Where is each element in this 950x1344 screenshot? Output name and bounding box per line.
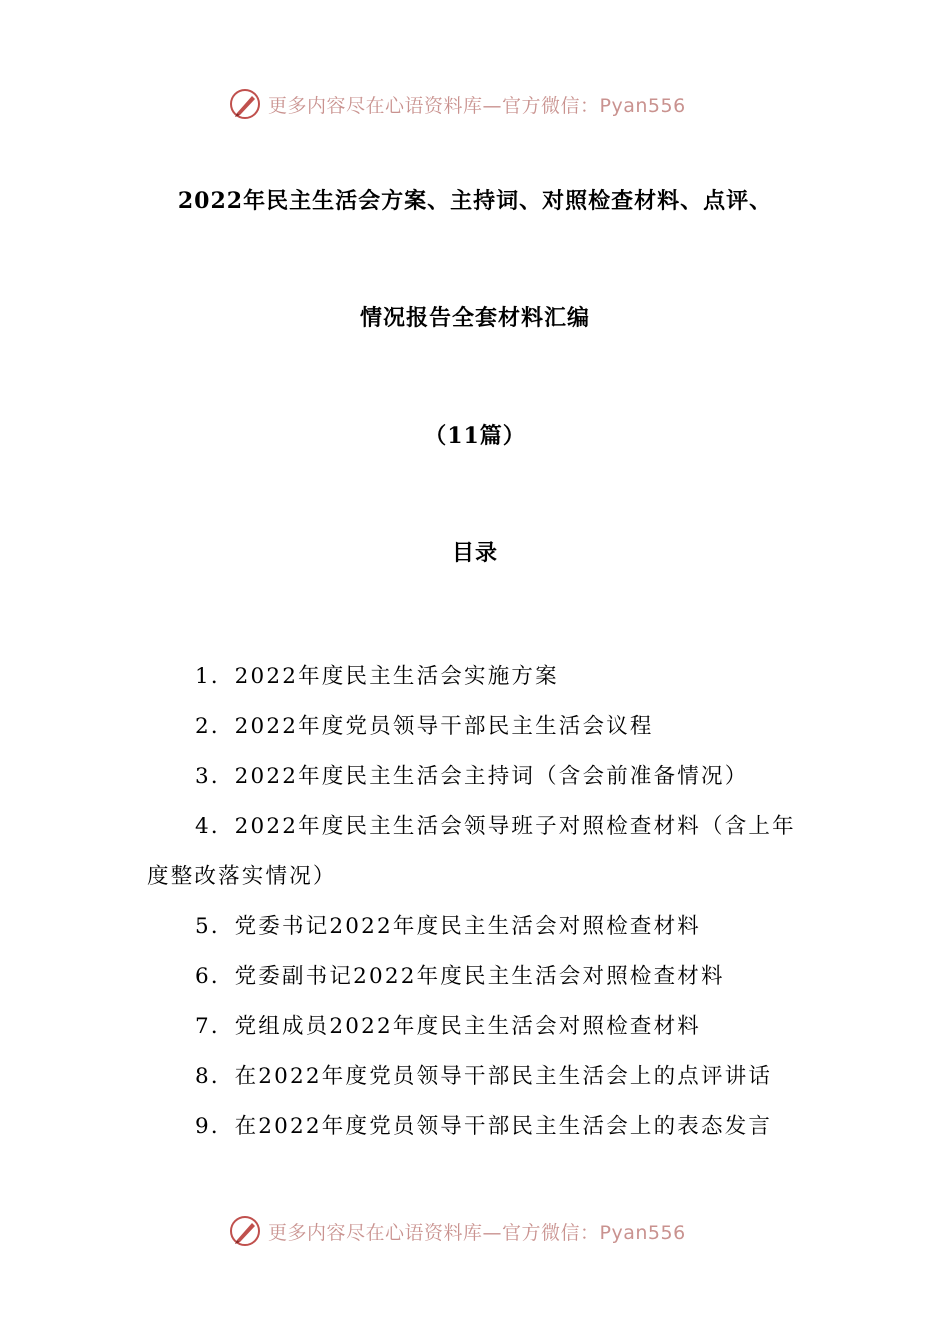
toc-item: 2．2022年度党员领导干部民主生活会议程 bbox=[195, 714, 654, 739]
toc-heading: 目录 bbox=[451, 540, 498, 566]
toc-item: 5．党委书记2022年度民主生活会对照检查材料 bbox=[195, 914, 701, 939]
document-title-line-2: 情况报告全套材料汇编 bbox=[359, 305, 590, 331]
table-of-contents bbox=[147, 652, 807, 1152]
watermark-footer bbox=[228, 1211, 748, 1251]
toc-item: 1．2022年度民主生活会实施方案 bbox=[195, 664, 559, 689]
document-count: （11篇） bbox=[424, 423, 526, 449]
toc-item: 3．2022年度民主生活会主持词（含会前准备情况） bbox=[195, 764, 749, 789]
watermark-header bbox=[228, 84, 748, 124]
toc-item: 4．2022年度民主生活会领导班子对照检查材料（含上年度整改落实情况） bbox=[147, 814, 796, 889]
toc-item: 7．党组成员2022年度民主生活会对照检查材料 bbox=[195, 1014, 701, 1039]
watermark-text: 更多内容尽在心语资料库—官方微信：Pyan556 bbox=[268, 94, 686, 117]
toc-item: 9．在2022年度党员领导干部民主生活会上的表态发言 bbox=[195, 1114, 773, 1139]
document-title-line-1: 2022年民主生活会方案、主持词、对照检查材料、点评、 bbox=[177, 188, 773, 214]
toc-item: 6．党委副书记2022年度民主生活会对照检查材料 bbox=[195, 964, 725, 989]
toc-item: 8．在2022年度党员领导干部民主生活会上的点评讲话 bbox=[195, 1064, 773, 1089]
watermark-text: 更多内容尽在心语资料库—官方微信：Pyan556 bbox=[268, 1221, 686, 1244]
pen-logo-icon bbox=[228, 1214, 262, 1248]
pen-logo-icon bbox=[228, 87, 262, 121]
